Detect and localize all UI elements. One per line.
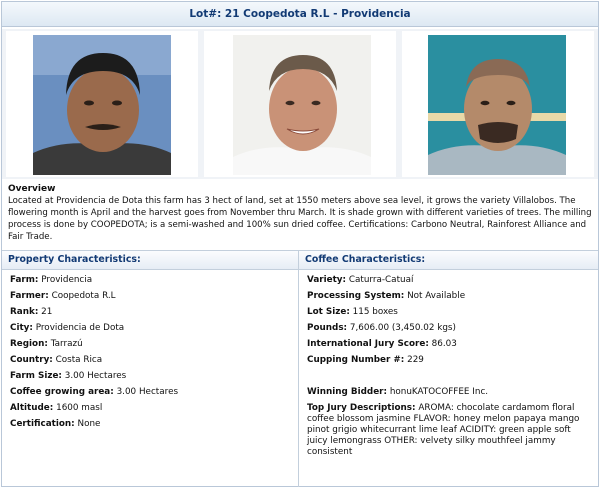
coffee-row-jury-descriptions — [307, 403, 593, 458]
property-row-growing-area — [10, 387, 178, 397]
property-value: 1600 masl — [56, 403, 103, 413]
farmer-photo-2-image — [233, 35, 371, 175]
coffee-row-cupping-number — [307, 355, 424, 365]
coffee-value: Caturra-Catuaí — [348, 275, 414, 285]
property-label: Rank: — [10, 307, 39, 317]
property-value: Tarrazú — [50, 339, 83, 349]
farmer-photo-2 — [233, 35, 371, 175]
overview-section — [8, 183, 594, 243]
coffee-label: Top Jury Descriptions: — [307, 403, 416, 413]
coffee-row-jury-score — [307, 339, 457, 349]
property-row-farmer — [10, 291, 116, 301]
property-label: City: — [10, 323, 33, 333]
property-label: Country: — [10, 355, 53, 365]
lot-title: Lot#: 21 Coopedota R.L - Providencia — [2, 2, 598, 27]
coffee-label: Pounds: — [307, 323, 348, 333]
coffee-value: 115 boxes — [352, 307, 398, 317]
property-value: 3.00 Hectares — [116, 387, 179, 397]
coffee-heading: Coffee Characteristics: — [299, 251, 598, 270]
farmer-photo-1-image — [33, 35, 171, 175]
property-row-altitude — [10, 403, 102, 413]
farmer-photo-1 — [33, 35, 171, 175]
coffee-row-pounds — [307, 323, 456, 333]
property-heading: Property Characteristics: — [2, 251, 298, 270]
property-label: Altitude: — [10, 403, 54, 413]
property-row-farm-size — [10, 371, 126, 381]
coffee-row-processing — [307, 291, 465, 301]
coffee-row-winning-bidder — [307, 387, 488, 397]
coffee-value: AROMA: chocolate cardamom floral coffee blossom jasmine FLAVOR: honey melon papaya mango pinot grigio whitecurrant lime leaf ACIDITY: green apple soft juicy lemongrass OTHER: velvety silky mouthfeel jammy consistent — [307, 403, 580, 457]
coffee-value: 7,606.00 (3,450.02 kgs) — [349, 323, 456, 333]
coffee-value: Not Available — [407, 291, 466, 301]
property-row-city — [10, 323, 124, 333]
coffee-row-variety — [307, 275, 413, 285]
farmer-photo-3 — [428, 35, 566, 175]
coffee-value: 229 — [407, 355, 424, 365]
property-row-rank — [10, 307, 52, 317]
property-row-farm — [10, 275, 92, 285]
photo-cell-2 — [204, 31, 396, 177]
photo-cell-3 — [402, 31, 594, 177]
property-row-region — [10, 339, 83, 349]
overview-heading: Overview — [8, 184, 56, 194]
photo-strip — [2, 29, 598, 179]
coffee-label: International Jury Score: — [307, 339, 429, 349]
overview-text: Located at Providencia de Dota this farm has 3 hect of land, set at 1550 meters above sea level, it grows the variety Villalobos. The flowering month is April and the harvest goes from November thru March. It is shade grown with different varieties of trees. The milling process is done by COOPEDOTA; is a semi-washed and 100% sun dried coffee. Certifications: Carbono Neutral, Rainforest Alliance and Fair Trade. — [8, 196, 592, 242]
property-column — [2, 251, 299, 487]
property-row-certification — [10, 419, 100, 429]
characteristics-grid — [2, 250, 598, 487]
property-label: Region: — [10, 339, 48, 349]
property-value: 21 — [41, 307, 53, 317]
coffee-row-lot-size — [307, 307, 398, 317]
lot-panel — [1, 1, 599, 487]
property-value: Providencia de Dota — [35, 323, 125, 333]
property-row-country — [10, 355, 102, 365]
property-value: None — [77, 419, 101, 429]
property-value: 3.00 Hectares — [64, 371, 127, 381]
coffee-label: Winning Bidder: — [307, 387, 388, 397]
property-value: Providencia — [41, 275, 93, 285]
property-label: Coffee growing area: — [10, 387, 114, 397]
coffee-label: Cupping Number #: — [307, 355, 405, 365]
property-label: Farm Size: — [10, 371, 62, 381]
farmer-photo-3-image — [428, 35, 566, 175]
property-label: Certification: — [10, 419, 75, 429]
property-value: Coopedota R.L — [51, 291, 116, 301]
photo-cell-1 — [6, 31, 198, 177]
coffee-label: Lot Size: — [307, 307, 350, 317]
property-label: Farm: — [10, 275, 39, 285]
coffee-value: honuKATOCOFFEE Inc. — [389, 387, 489, 397]
coffee-label: Variety: — [307, 275, 347, 285]
property-label: Farmer: — [10, 291, 49, 301]
coffee-column — [299, 251, 598, 487]
coffee-value: 86.03 — [431, 339, 457, 349]
property-value: Costa Rica — [55, 355, 103, 365]
coffee-label: Processing System: — [307, 291, 405, 301]
